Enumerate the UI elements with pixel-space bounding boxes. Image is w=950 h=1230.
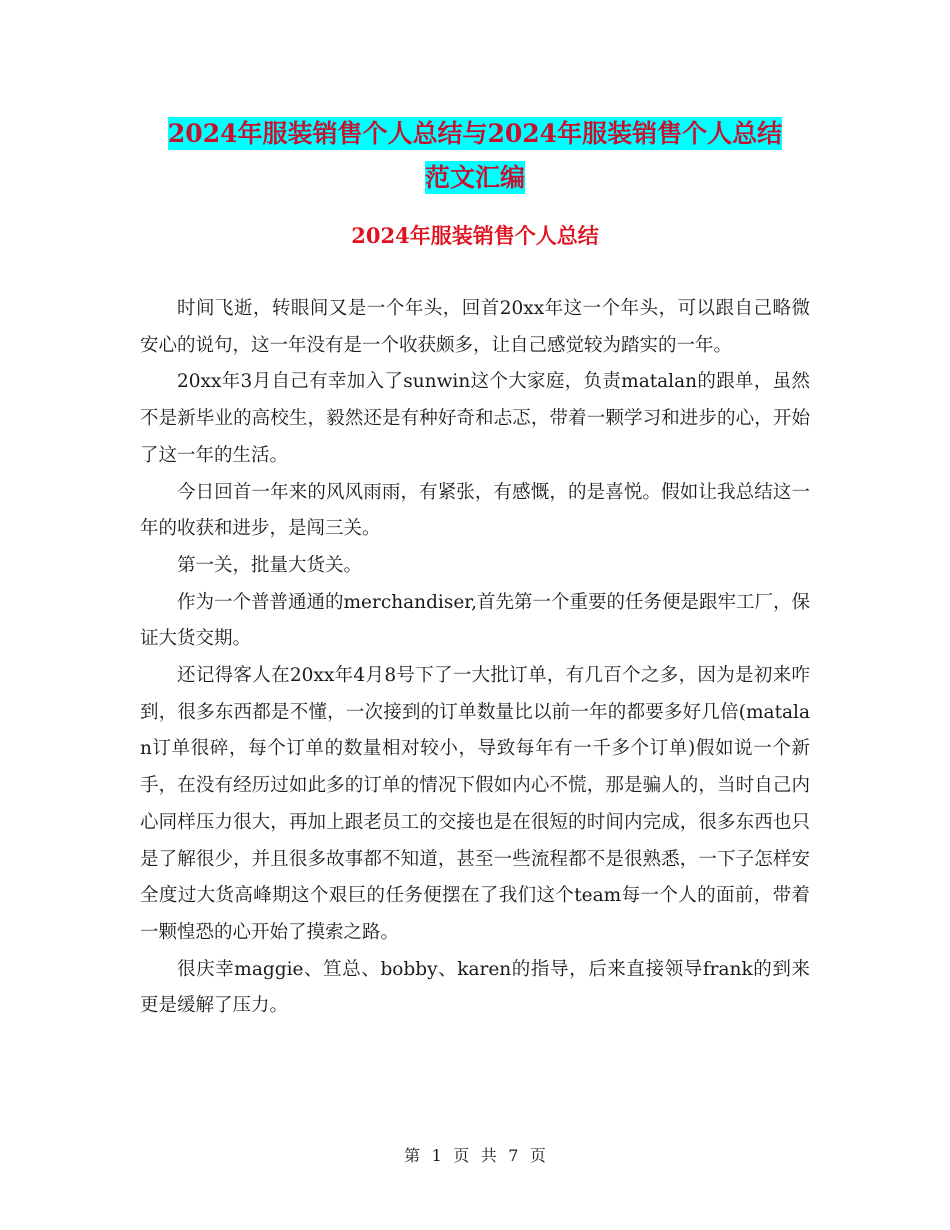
paragraph: 今日回首一年来的风风雨雨，有紧张，有感慨，的是喜悦。假如让我总结这一年的收获和进步，是闯三关。 bbox=[140, 481, 810, 540]
document-body bbox=[140, 291, 810, 1025]
page-footer: 第 1 页 共 7 页 bbox=[404, 1146, 546, 1165]
paragraph: 第一关，批量大货关。 bbox=[177, 554, 363, 576]
section-title: 2024年服装销售个人总结 bbox=[351, 223, 599, 248]
document-title-line-1: 2024年服装销售个人总结与2024年服装销售个人总结 bbox=[167, 119, 783, 148]
document-title bbox=[140, 112, 810, 200]
paragraph: 作为一个普普通通的merchandiser,首先第一个重要的任务便是跟牢工厂，保证大货交期。 bbox=[140, 591, 810, 650]
paragraph: 还记得客人在20xx年4月8号下了一大批订单，有几百个之多，因为是初来咋到，很多东西都是不懂，一次接到的订单数量比以前一年的都要多好几倍(matalan订单很碎，每个订单的数量相对较小，导致每年有一千多个订单)假如说一个新手，在没有经历过如此多的订单的情况下假如内心不慌，那是骗人的，当时自己内心同样压力很大，再加上跟老员工的交接也是在很短的时间内完成，很多东西也只是了解很少，并且很多故事都不知道，甚至一些流程都不是很熟悉，一下子怎样安全度过大货高峰期这个艰巨的任务便摆在了我们这个team每一个人的面前，带着一颗惶恐的心开始了摸索之路。 bbox=[140, 665, 810, 943]
paragraph: 很庆幸maggie、笪总、bobby、karen的指导，后来直接领导frank的到来更是缓解了压力。 bbox=[140, 958, 810, 1017]
paragraph: 20xx年3月自己有幸加入了sunwin这个大家庭，负责matalan的跟单，虽然不是新毕业的高校生，毅然还是有种好奇和忐忑，带着一颗学习和进步的心，开始了这一年的生活。 bbox=[140, 371, 810, 466]
document-title-line-2: 范文汇编 bbox=[424, 163, 525, 192]
paragraph: 时间飞逝，转眼间又是一个年头，回首20xx年这一个年头，可以跟自己略微安心的说句，这一年没有是一个收获颇多，让自己感觉较为踏实的一年。 bbox=[140, 298, 810, 356]
